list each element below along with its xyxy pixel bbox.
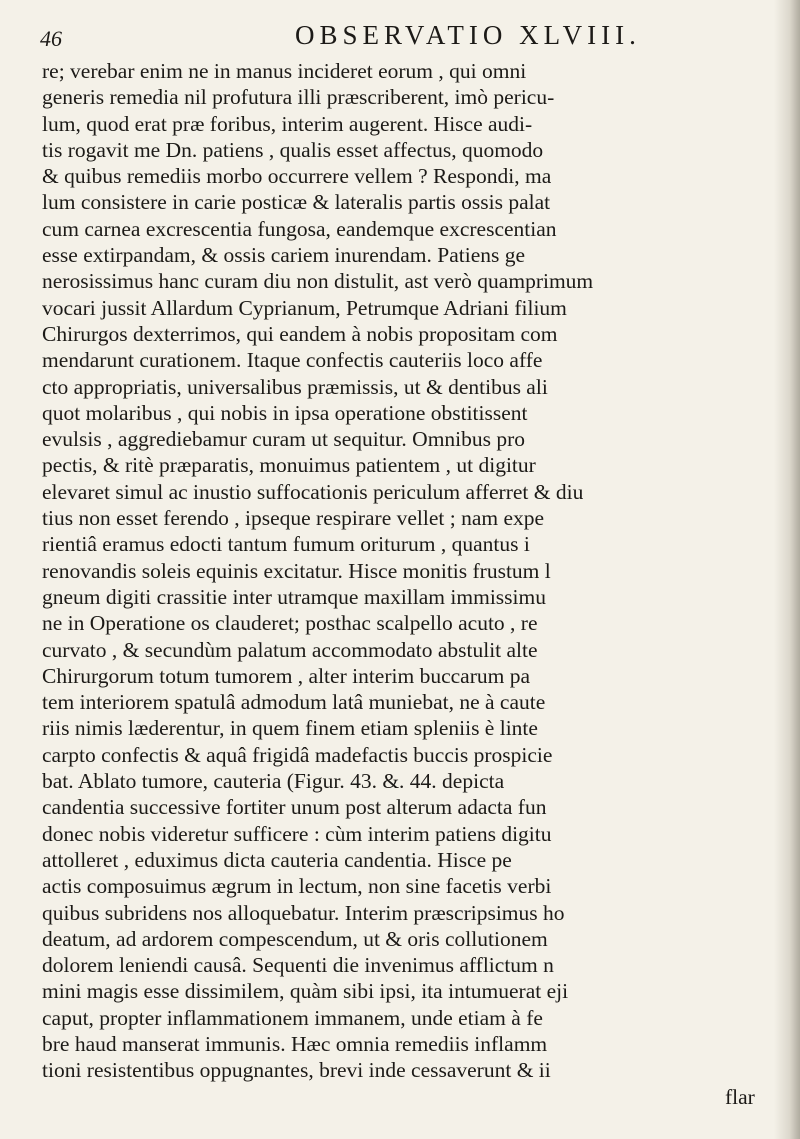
text-line: cto appropriatis, universalibus præmissis, ut & dentibus ali (42, 374, 548, 399)
catchword: flar (725, 1084, 755, 1109)
text-line: tioni resistentibus oppugnantes, brevi inde cessaverunt & ii (42, 1058, 551, 1083)
text-line: tem interiorem spatulâ admodum latâ muniebat, ne à caute (42, 690, 546, 715)
text-line: pectis, & ritè præparatis, monuimus patientem , ut digitur (42, 453, 536, 478)
text-line: generis remedia nil profutura illi præscriberent, imò pericu- (42, 85, 555, 110)
text-line: mini magis esse dissimilem, quàm sibi ipsi, ita intumuerat eji (42, 979, 569, 1004)
text-line: donec nobis videretur sufficere : cùm interim patiens digitu (42, 821, 552, 846)
text-line: curvato , & secundùm palatum accommodato abstulit alte (42, 637, 538, 662)
text-line: nerosissimus hanc curam diu non distulit, ast verò quamprimum (42, 269, 594, 294)
text-line: mendarunt curationem. Itaque confectis cauteriis loco affe (42, 348, 543, 373)
text-line: Chirurgorum totum tumorem , alter interim buccarum pa (42, 663, 531, 688)
text-line: elevaret simul ac inustio suffocationis periculum afferret & diu (42, 479, 584, 504)
page-header (40, 20, 780, 60)
text-line: tis rogavit me Dn. patiens , qualis esset affectus, quomodo (42, 137, 544, 162)
text-line: renovandis soleis equinis excitatur. Hisce monitis frustum l (42, 558, 551, 583)
text-line: ne in Operatione os clauderet; posthac scalpello acuto , re (42, 611, 538, 636)
text-line: re; verebar enim ne in manus incideret eorum , qui omni (42, 59, 527, 83)
text-line: dolorem leniendi causâ. Sequenti die invenimus afflictum n (42, 953, 554, 978)
text-line: quibus subridens nos alloquebatur. Interim præscripsimus ho (42, 900, 565, 925)
text-line: lum, quod erat præ foribus, interim augerent. Hisce audi- (42, 111, 533, 136)
text-line: vocari jussit Allardum Cyprianum, Petrumque Adriani filium (42, 295, 567, 320)
text-line: riis nimis læderentur, in quem finem etiam spleniis è linte (42, 716, 538, 741)
running-head: OBSERVATIO XLVIII. (295, 20, 641, 50)
text-line: deatum, ad ardorem compescendum, ut & oris collutionem (42, 926, 548, 951)
page-number: 46 (40, 26, 62, 51)
text-line: cum carnea excrescentia fungosa, eandemque excrescentian (42, 216, 557, 241)
text-line: carpto confectis & aquâ frigidâ madefactis buccis prospicie (42, 742, 553, 767)
text-line: esse extirpandam, & ossis cariem inurendam. Patiens ge (42, 243, 526, 268)
text-line: quot molaribus , qui nobis in ipsa operatione obstitissent (42, 400, 528, 425)
text-line: attolleret , eduximus dicta cauteria candentia. Hisce pe (42, 847, 512, 872)
text-line: tius non esset ferendo , ipseque respirare vellet ; nam expe (42, 506, 545, 531)
text-line: bat. Ablato tumore, cauteria (Figur. 43. &. 44. depicta (42, 769, 505, 794)
text-line: Chirurgos dexterrimos, qui eandem à nobis propositam com (42, 321, 558, 346)
text-line: lum consistere in carie posticæ & lateralis partis ossis palat (42, 190, 551, 215)
text-line: bre haud manserat immunis. Hæc omnia remediis inflamm (42, 1031, 548, 1056)
body-text (42, 58, 800, 1110)
text-line: rientiâ eramus edocti tantum fumum oriturum , quantus i (42, 532, 530, 557)
text-line: & quibus remediis morbo occurrere vellem ? Respondi, ma (42, 164, 552, 189)
text-line: gneum digiti crassitie inter utramque maxillam immissimu (42, 584, 546, 609)
text-line: evulsis , aggrediebamur curam ut sequitur. Omnibus pro (42, 427, 526, 452)
text-line: caput, propter inflammationem immanem, unde etiam à fe (42, 1005, 543, 1030)
text-line: candentia successive fortiter unum post alterum adacta fun (42, 795, 547, 820)
text-line: actis composuimus ægrum in lectum, non sine facetis verbi (42, 874, 552, 899)
